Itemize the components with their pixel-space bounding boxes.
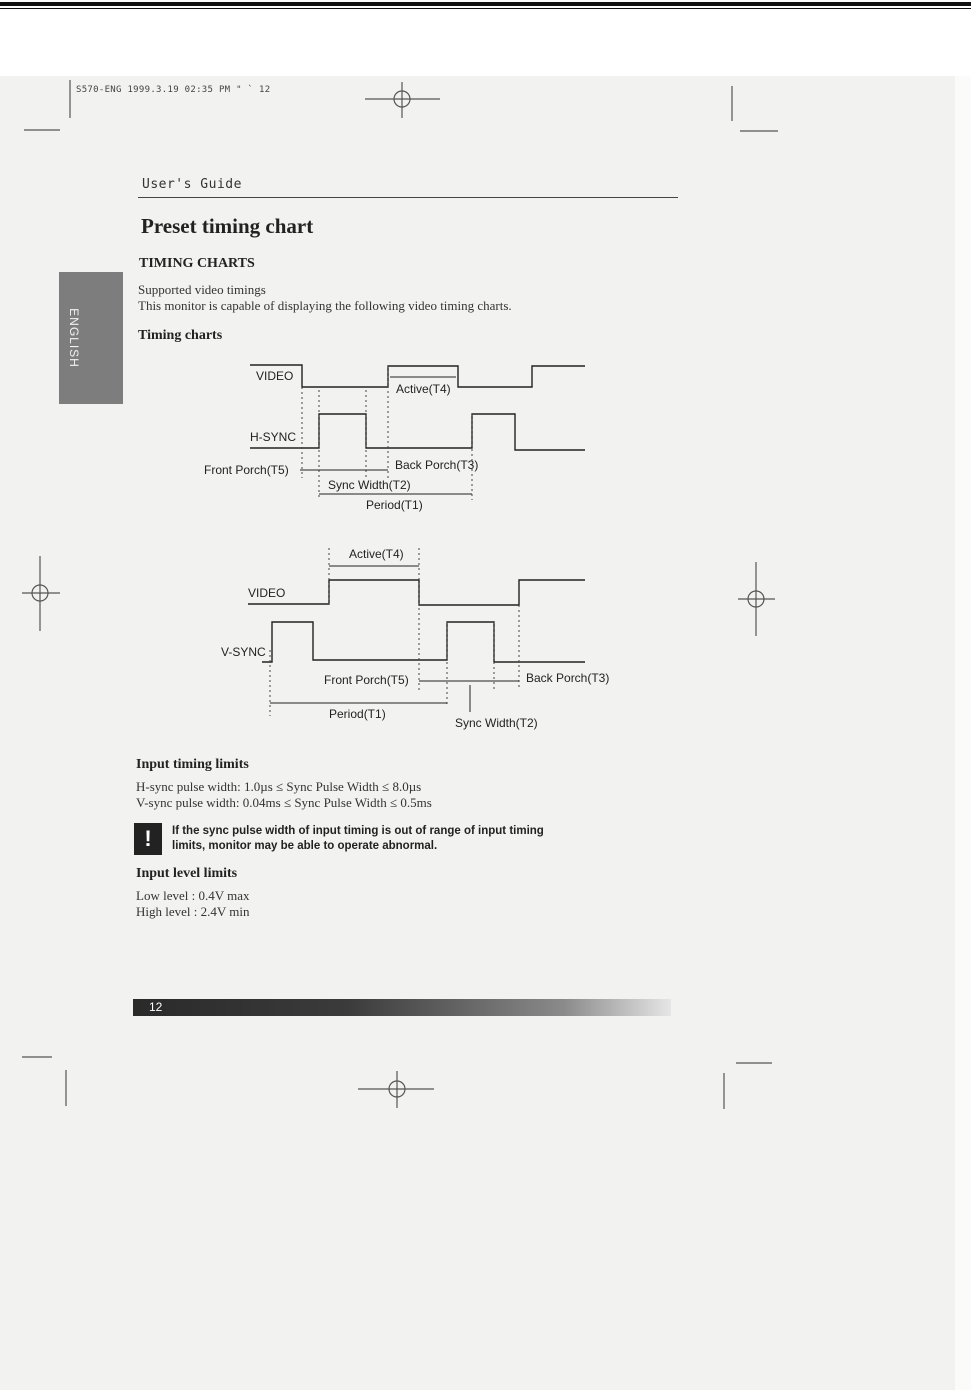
high-level-limit: High level : 2.4V min (136, 904, 250, 919)
v-guide-lines (270, 548, 519, 716)
timing-charts-label: Timing charts (138, 328, 223, 343)
section-heading: TIMING CHARTS (139, 256, 255, 271)
low-level-limit: Low level : 0.4V max (136, 888, 250, 903)
vsync-limit: V-sync pulse width: 0.04ms ≤ Sync Pulse Width ≤ 0.5ms (136, 795, 432, 810)
page-number: 12 (149, 1000, 163, 1014)
footer-bar (133, 999, 671, 1016)
h-back-porch-label: Back Porch(T3) (395, 458, 479, 472)
v-sync-waveform (262, 622, 585, 662)
v-front-porch-label: Front Porch(T5) (324, 673, 409, 687)
h-front-porch-label: Front Porch(T5) (204, 463, 289, 477)
hsync-limit: H-sync pulse width: 1.0µs ≤ Sync Pulse Width ≤ 8.0µs (136, 779, 422, 794)
section-label: User's Guide (142, 177, 242, 192)
v-period-label: Period(T1) (329, 707, 386, 721)
v-video-label: VIDEO (248, 586, 286, 600)
v-back-porch-label: Back Porch(T3) (526, 671, 610, 685)
warning-icon: ! (134, 823, 162, 855)
h-active-label: Active(T4) (396, 382, 451, 396)
h-sync-width-label: Sync Width(T2) (328, 478, 411, 492)
v-dimension-lines (270, 566, 519, 712)
h-period-label: Period(T1) (366, 498, 423, 512)
intro-line-2: This monitor is capable of displaying the following video timing charts. (138, 298, 512, 313)
intro-line-1: Supported video timings (138, 282, 266, 297)
h-sync-waveform (250, 414, 585, 450)
h-video-label: VIDEO (256, 369, 294, 383)
language-tab-label: ENGLISH (67, 308, 81, 368)
print-header: S570-ENG 1999.3.19 02:35 PM " ` 12 (76, 85, 271, 95)
input-timing-heading: Input timing limits (136, 757, 249, 772)
v-video-waveform (248, 580, 585, 605)
v-sync-width-label: Sync Width(T2) (455, 716, 538, 730)
v-active-label: Active(T4) (349, 547, 404, 561)
warning-text: If the sync pulse width of input timing is out of range of input timing limits, monitor may be able to operate abnormal. (172, 825, 544, 852)
input-level-heading: Input level limits (136, 866, 238, 881)
page-title: Preset timing chart (141, 214, 314, 238)
v-sync-label: V-SYNC (221, 645, 266, 659)
h-sync-label: H-SYNC (250, 430, 297, 444)
